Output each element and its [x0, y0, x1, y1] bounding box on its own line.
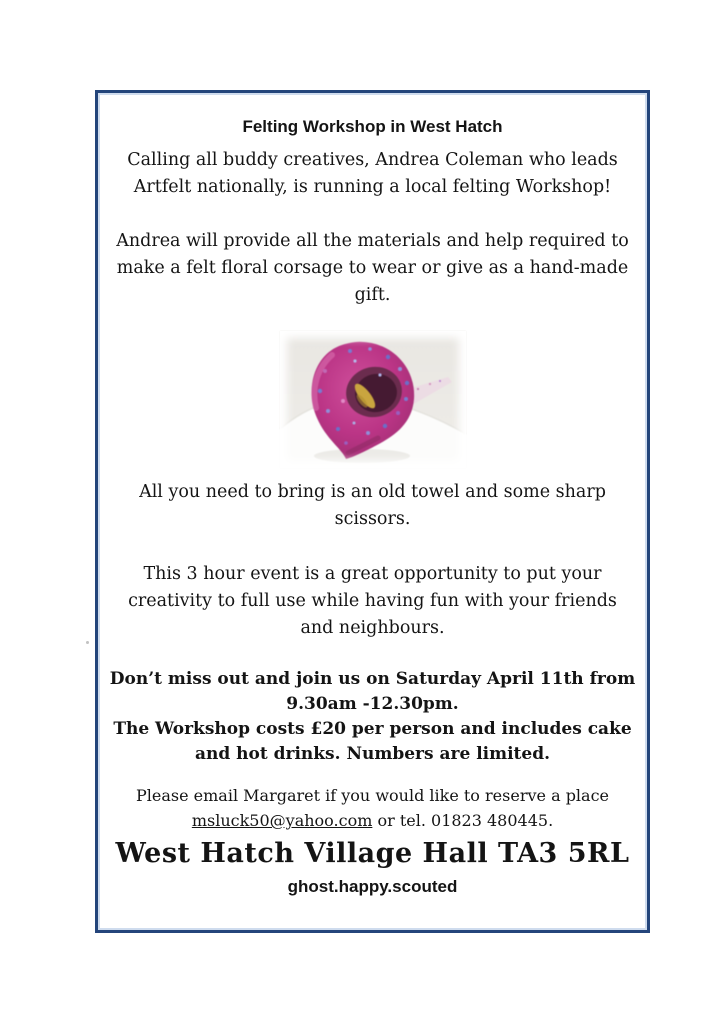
felted-corsage-graphic	[280, 331, 466, 468]
text-line: and hot drinks. Numbers are limited.	[194, 744, 551, 764]
contact-line: Please email Margaret if you would like to reserve a place	[135, 786, 610, 805]
email-link[interactable]: msluck50@yahoo.com	[191, 811, 373, 830]
paragraph-event	[108, 561, 637, 642]
paragraph-details-bold	[108, 667, 637, 767]
text-line: and neighbours.	[300, 618, 445, 638]
paragraph-contact	[108, 783, 637, 833]
text-line: scissors.	[334, 509, 411, 529]
text-line: The Workshop costs £20 per person and includes cake	[113, 719, 632, 739]
felted-corsage-photo	[280, 331, 466, 468]
flyer-title: Felting Workshop in West Hatch	[242, 117, 503, 136]
text-line: Andrea will provide all the materials and help required to	[116, 231, 629, 251]
text-line: Don’t miss out and join us on Saturday April 11th from	[109, 669, 636, 689]
paragraph-intro	[108, 147, 637, 201]
text-line: creativity to full use while having fun with your friends	[128, 591, 617, 611]
text-line: This 3 hour event is a great opportunity to put your	[143, 564, 602, 584]
paragraph-bring	[108, 479, 637, 533]
text-line: make a felt floral corsage to wear or give as a hand-made	[116, 258, 629, 278]
text-line: Artfelt nationally, is running a local felting Workshop!	[133, 177, 612, 197]
phone-text: or tel. 01823 480445.	[372, 811, 554, 830]
text-line: 9.30am -12.30pm.	[286, 694, 459, 714]
text-line: gift.	[354, 285, 391, 305]
paragraph-materials	[108, 228, 637, 309]
scan-speck	[86, 641, 89, 644]
what3words-address: ghost.happy.scouted	[287, 877, 458, 896]
text-line: All you need to bring is an old towel and some sharp	[139, 482, 606, 502]
flyer-border-box	[95, 90, 650, 933]
contact-line-2	[108, 808, 637, 833]
venue-address: West Hatch Village Hall TA3 5RL	[115, 838, 630, 869]
text-line: Calling all buddy creatives, Andrea Coleman who leads	[127, 150, 618, 170]
